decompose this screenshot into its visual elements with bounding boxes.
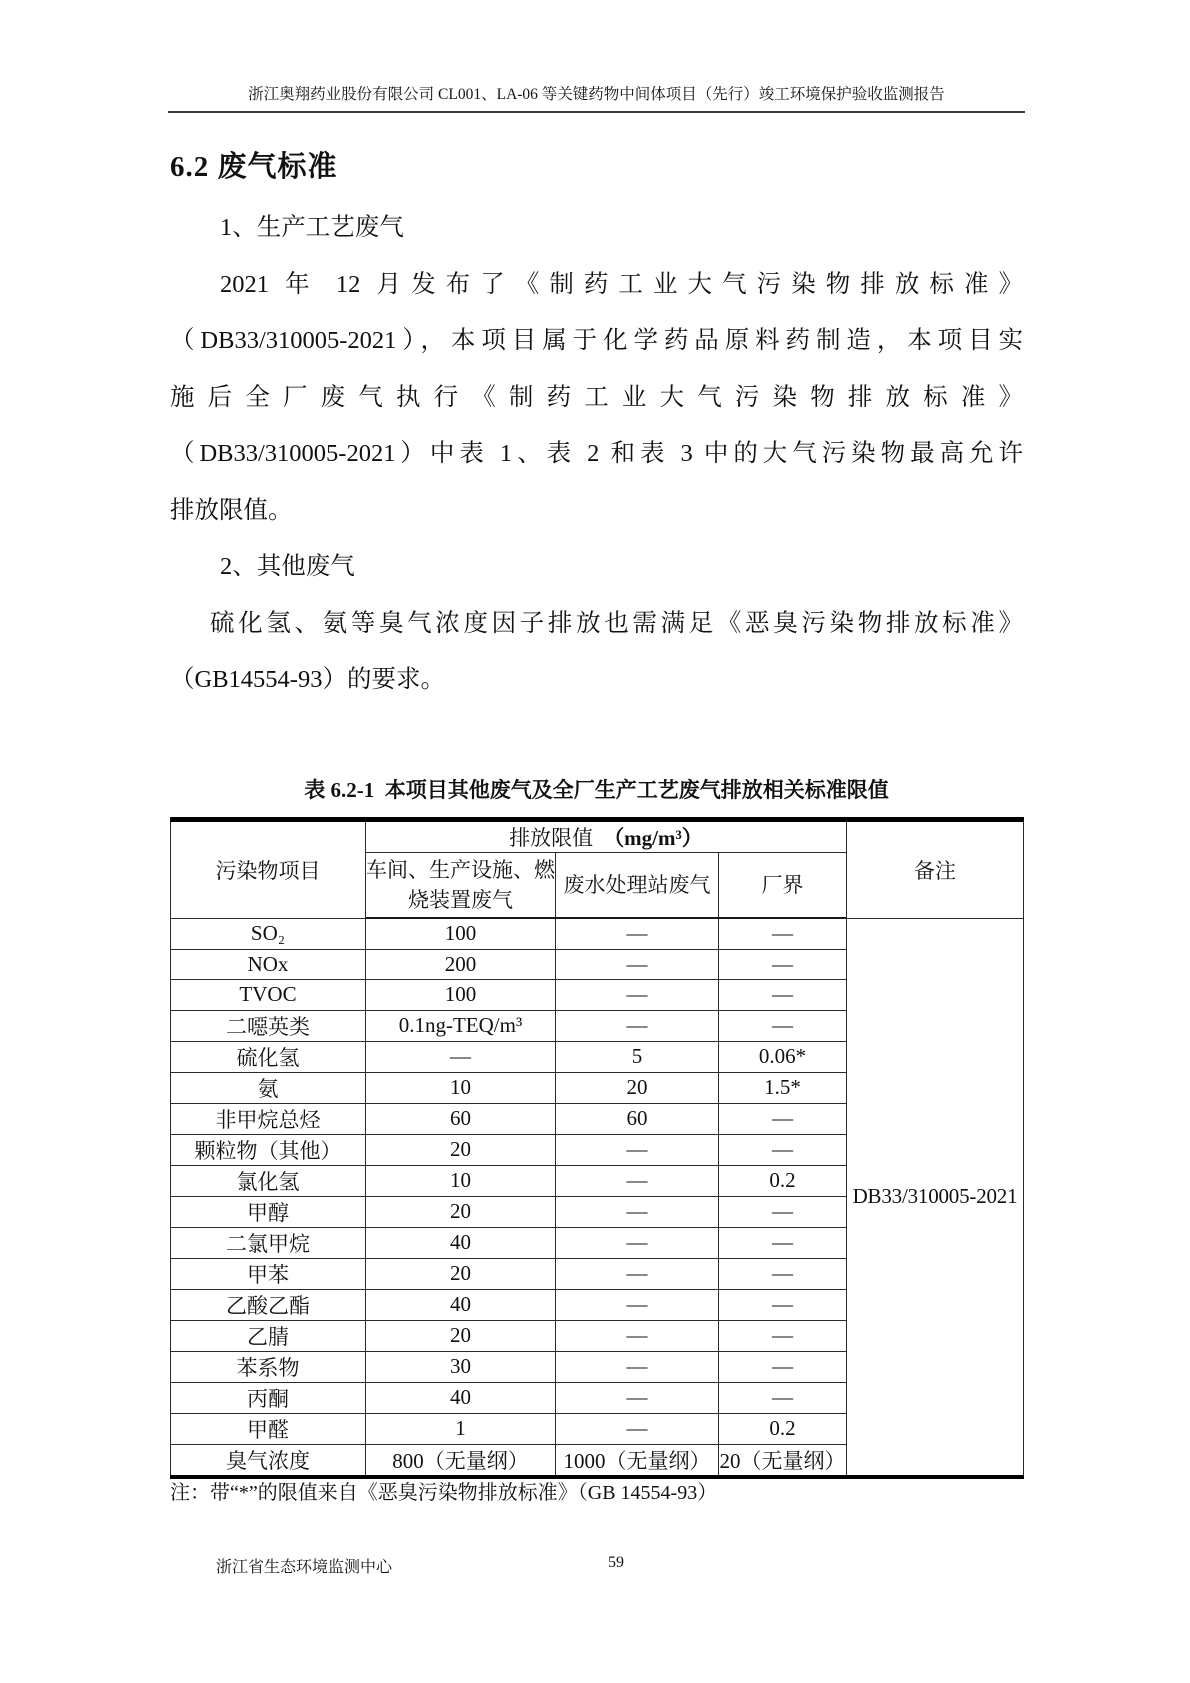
paragraph-1-line-1: 2021 年 12 月发布了《制药工业大气污染物排放标准》 — [220, 270, 1023, 298]
workshop-limit-cell: 10 — [366, 1072, 556, 1103]
workshop-limit-cell: 100 — [366, 918, 556, 949]
table-body — [171, 918, 1024, 1477]
column-header-wwtp: 废水处理站废气 — [556, 853, 719, 919]
table-head — [171, 820, 1024, 919]
section-heading: 6.2 废气标准 — [170, 151, 338, 183]
workshop-limit-cell: — — [366, 1041, 556, 1072]
workshop-limit-cell: 20 — [366, 1258, 556, 1289]
pollutant-cell: 甲醛 — [171, 1413, 366, 1444]
subheading-1: 1、生产工艺废气 — [220, 214, 404, 241]
paragraph-1-line-5: 排放限值。 — [170, 496, 293, 524]
pollutant-cell: 甲苯 — [171, 1258, 366, 1289]
paragraph-1-line-3: 施后全厂废气执行《制药工业大气污染物排放标准》 — [170, 383, 1023, 411]
boundary-limit-cell: — — [719, 1196, 847, 1227]
wwtp-limit-cell: 20 — [556, 1072, 719, 1103]
body-text — [170, 200, 1023, 709]
remark-cell: DB33/310005-2021 — [847, 918, 1024, 1477]
wwtp-limit-cell: — — [556, 1227, 719, 1258]
wwtp-limit-cell: — — [556, 1351, 719, 1382]
column-header-limit-group — [366, 820, 847, 853]
table-title: 表 6.2-1 本项目其他废气及全厂生产工艺废气排放相关标准限值 — [304, 778, 889, 802]
boundary-limit-cell: — — [719, 1351, 847, 1382]
boundary-limit-cell: — — [719, 1289, 847, 1320]
boundary-limit-cell: 1.5* — [719, 1072, 847, 1103]
workshop-limit-cell: 20 — [366, 1134, 556, 1165]
footer-organization: 浙江省生态环境监测中心 — [216, 1559, 393, 1576]
pollutant-cell: 非甲烷总烃 — [171, 1103, 366, 1134]
wwtp-limit-cell: — — [556, 1010, 719, 1041]
workshop-limit-cell: 10 — [366, 1165, 556, 1196]
workshop-limit-cell: 20 — [366, 1320, 556, 1351]
pollutant-cell: 臭气浓度 — [171, 1444, 366, 1477]
workshop-limit-cell: 30 — [366, 1351, 556, 1382]
wwtp-limit-cell: 5 — [556, 1041, 719, 1072]
pollutant-cell: 硫化氢 — [171, 1041, 366, 1072]
subheading-2: 2、其他废气 — [220, 553, 355, 580]
workshop-limit-cell: 0.1ng-TEQ/m³ — [366, 1010, 556, 1041]
paragraph-1-line-4: （DB33/310005-2021）中表 1、表 2 和表 3 中的大气污染物最高允许 — [170, 440, 1023, 467]
pollutant-cell: 苯系物 — [171, 1351, 366, 1382]
pollutant-cell: 氯化氢 — [171, 1165, 366, 1196]
emission-limits-table — [170, 817, 1024, 1479]
boundary-limit-cell: — — [719, 1103, 847, 1134]
table-note: 注：带“*”的限值来自《恶臭污染物排放标准》（GB 14554-93） — [170, 1482, 718, 1504]
column-header-boundary: 厂界 — [719, 853, 847, 919]
wwtp-limit-cell: 1000（无量纲） — [556, 1444, 719, 1477]
boundary-limit-cell: — — [719, 1320, 847, 1351]
wwtp-limit-cell: — — [556, 1320, 719, 1351]
wwtp-limit-cell: — — [556, 1258, 719, 1289]
pollutant-cell: SO₂ — [171, 918, 366, 949]
boundary-limit-cell: — — [719, 1382, 847, 1413]
workshop-limit-cell: 200 — [366, 949, 556, 980]
limit-unit-label: （mg/m³） — [603, 826, 703, 850]
table-row — [171, 918, 1024, 949]
workshop-limit-cell: 40 — [366, 1227, 556, 1258]
workshop-limit-cell: 60 — [366, 1103, 556, 1134]
running-header: 浙江奥翔药业股份有限公司 CL001、LA-06 等关键药物中间体项目（先行）竣工环境保护验收监测报告 — [248, 86, 945, 103]
wwtp-limit-cell: — — [556, 1196, 719, 1227]
column-header-remark: 备注 — [847, 820, 1024, 919]
workshop-limit-cell: 1 — [366, 1413, 556, 1444]
paragraph-2-line-1: 硫化氢、氨等臭气浓度因子排放也需满足《恶臭污染物排放标准》 — [210, 609, 1023, 637]
wwtp-limit-cell: — — [556, 1134, 719, 1165]
boundary-limit-cell: — — [719, 949, 847, 980]
pollutant-cell: 二氯甲烷 — [171, 1227, 366, 1258]
boundary-limit-cell: — — [719, 1258, 847, 1289]
boundary-limit-cell: — — [719, 980, 847, 1011]
workshop-limit-cell: 100 — [366, 980, 556, 1011]
boundary-limit-cell: — — [719, 1227, 847, 1258]
wwtp-limit-cell: — — [556, 1165, 719, 1196]
workshop-limit-cell: 20 — [366, 1196, 556, 1227]
column-header-workshop: 车间、生产设施、燃烧装置废气 — [366, 853, 556, 919]
column-header-pollutant: 污染物项目 — [171, 820, 366, 919]
paragraph-2-line-2: （GB14554-93）的要求。 — [170, 666, 445, 693]
boundary-limit-cell: 0.2 — [719, 1165, 847, 1196]
workshop-limit-cell: 40 — [366, 1289, 556, 1320]
wwtp-limit-cell: — — [556, 1382, 719, 1413]
pollutant-cell: TVOC — [171, 980, 366, 1011]
pollutant-cell: NOx — [171, 949, 366, 980]
pollutant-cell: 甲醇 — [171, 1196, 366, 1227]
limit-group-label: 排放限值 — [509, 826, 594, 850]
boundary-limit-cell: — — [719, 1134, 847, 1165]
wwtp-limit-cell: — — [556, 918, 719, 949]
footer-page-number: 59 — [608, 1554, 624, 1571]
pollutant-cell: 乙酸乙酯 — [171, 1289, 366, 1320]
boundary-limit-cell: 0.06* — [719, 1041, 847, 1072]
wwtp-limit-cell: — — [556, 980, 719, 1011]
pollutant-cell: 乙腈 — [171, 1320, 366, 1351]
boundary-limit-cell: 0.2 — [719, 1413, 847, 1444]
workshop-limit-cell: 800（无量纲） — [366, 1444, 556, 1477]
wwtp-limit-cell: — — [556, 1413, 719, 1444]
pollutant-cell: 氨 — [171, 1072, 366, 1103]
pollutant-cell: 丙酮 — [171, 1382, 366, 1413]
paragraph-1-line-2: （DB33/310005-2021），本项目属于化学药品原料药制造，本项目实 — [170, 327, 1023, 354]
wwtp-limit-cell: — — [556, 949, 719, 980]
table-header-row-1 — [171, 820, 1024, 853]
boundary-limit-cell: — — [719, 1010, 847, 1041]
pollutant-cell: 颗粒物（其他） — [171, 1134, 366, 1165]
wwtp-limit-cell: — — [556, 1289, 719, 1320]
header-rule — [168, 111, 1025, 113]
workshop-limit-cell: 40 — [366, 1382, 556, 1413]
pollutant-cell: 二噁英类 — [171, 1010, 366, 1041]
boundary-limit-cell: — — [719, 918, 847, 949]
boundary-limit-cell: 20（无量纲） — [719, 1444, 847, 1477]
wwtp-limit-cell: 60 — [556, 1103, 719, 1134]
